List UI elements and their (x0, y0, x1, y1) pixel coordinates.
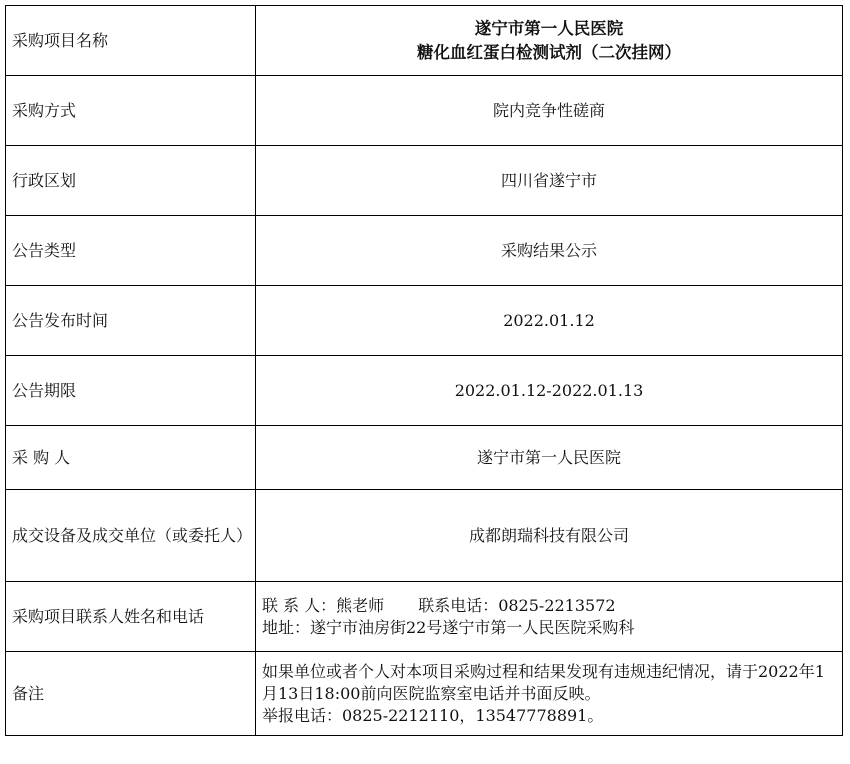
project-name-line2: 糖化血红蛋白检测试剂（二次挂网） (417, 42, 681, 62)
remarks-text: 如果单位或者个人对本项目采购过程和结果发现有违规违纪情况，请于2022年1月13日18:00前向医院监察室电话并书面反映。 (262, 661, 825, 703)
purchaser-value: 遂宁市第一人民医院 (256, 426, 843, 490)
remarks-report-phone: 举报电话：0825-2212110，13547778891。 (262, 705, 604, 725)
project-name-line1: 遂宁市第一人民医院 (474, 18, 624, 38)
purchaser-label: 采 购 人 (6, 426, 256, 490)
row-contact (6, 582, 843, 652)
contact-label: 采购项目联系人姓名和电话 (6, 582, 256, 652)
contact-person: 联 系 人：熊老师 (262, 595, 385, 615)
notice-type-label: 公告类型 (6, 216, 256, 286)
region-value: 四川省遂宁市 (256, 146, 843, 216)
row-notice-type (6, 216, 843, 286)
row-period (6, 356, 843, 426)
remarks-value (256, 652, 843, 736)
project-name-value (256, 6, 843, 76)
winner-label: 成交设备及成交单位（或委托人） (6, 490, 256, 582)
row-purchaser (6, 426, 843, 490)
procurement-result-table (5, 5, 843, 736)
contact-phone: 联系电话：0825-2213572 (418, 595, 616, 615)
notice-type-value: 采购结果公示 (256, 216, 843, 286)
winner-value: 成都朗瑞科技有限公司 (256, 490, 843, 582)
row-publish-time (6, 286, 843, 356)
row-winner (6, 490, 843, 582)
project-name-label: 采购项目名称 (6, 6, 256, 76)
row-remarks (6, 652, 843, 736)
contact-value (256, 582, 843, 652)
publish-time-label: 公告发布时间 (6, 286, 256, 356)
contact-address: 地址：遂宁市油房街22号遂宁市第一人民医院采购科 (262, 617, 635, 637)
period-value: 2022.01.12-2022.01.13 (256, 356, 843, 426)
row-region (6, 146, 843, 216)
row-project-name (6, 6, 843, 76)
period-label: 公告期限 (6, 356, 256, 426)
row-method (6, 76, 843, 146)
region-label: 行政区划 (6, 146, 256, 216)
procurement-notice-document (5, 5, 843, 736)
method-value: 院内竞争性磋商 (256, 76, 843, 146)
remarks-label: 备注 (6, 652, 256, 736)
publish-time-value: 2022.01.12 (256, 286, 843, 356)
method-label: 采购方式 (6, 76, 256, 146)
